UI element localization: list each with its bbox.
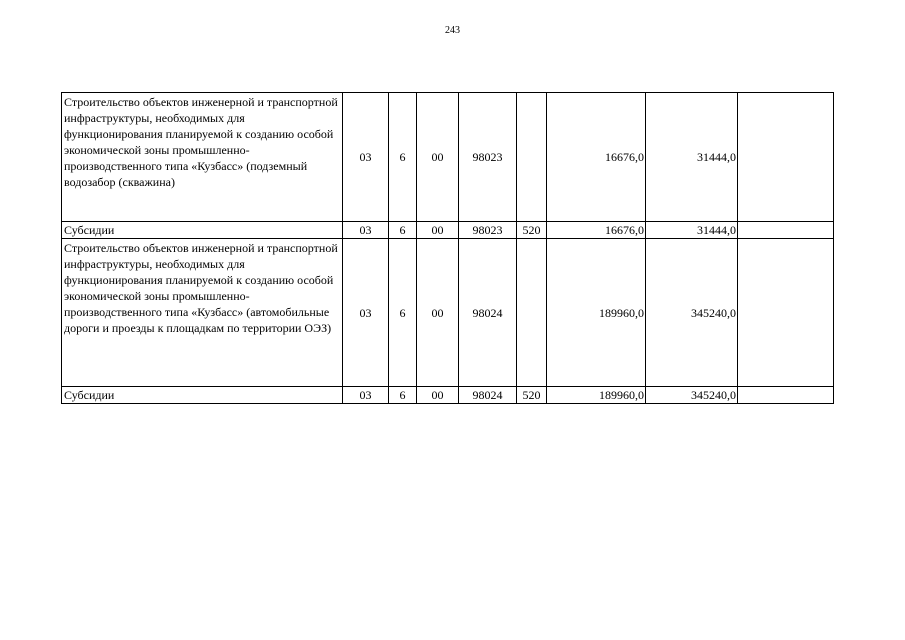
amount-1-cell: 189960,0	[547, 239, 646, 387]
subprogram-code-cell: 00	[417, 93, 459, 222]
page-number: 243	[445, 25, 460, 36]
row-name-cell: Субсидии	[62, 387, 343, 404]
expense-type-cell: 520	[517, 222, 547, 239]
program-code-cell: 6	[389, 387, 417, 404]
table-row	[62, 93, 834, 222]
section-code-cell: 03	[343, 239, 389, 387]
direction-code-cell: 98023	[459, 222, 517, 239]
amount-1-cell: 16676,0	[547, 222, 646, 239]
amount-2-cell: 345240,0	[646, 387, 738, 404]
row-name-cell: Строительство объектов инженерной и транспортной инфраструктуры, необходимых для функционирования планируемой к созданию особой экономической зоны промышленно-производственного типа «Кузбасс» (подземный водозабор (скважина)	[62, 93, 343, 222]
direction-code-cell: 98023	[459, 93, 517, 222]
expense-type-cell: 520	[517, 387, 547, 404]
subprogram-code-cell: 00	[417, 239, 459, 387]
row-name-cell: Субсидии	[62, 222, 343, 239]
section-code-cell: 03	[343, 93, 389, 222]
amount-1-cell: 16676,0	[547, 93, 646, 222]
amount-3-cell	[738, 387, 834, 404]
program-code-cell: 6	[389, 239, 417, 387]
amount-2-cell: 31444,0	[646, 222, 738, 239]
program-code-cell: 6	[389, 93, 417, 222]
amount-2-cell: 31444,0	[646, 93, 738, 222]
amount-2-cell: 345240,0	[646, 239, 738, 387]
table-row	[62, 222, 834, 239]
amount-3-cell	[738, 93, 834, 222]
section-code-cell: 03	[343, 222, 389, 239]
amount-1-cell: 189960,0	[547, 387, 646, 404]
program-code-cell: 6	[389, 222, 417, 239]
direction-code-cell: 98024	[459, 239, 517, 387]
row-name-cell: Строительство объектов инженерной и транспортной инфраструктуры, необходимых для функционирования планируемой к созданию особой экономической зоны промышленно-производственного типа «Кузбасс» (автомобильные дороги и проезды к площадкам по территории ОЭЗ)	[62, 239, 343, 387]
direction-code-cell: 98024	[459, 387, 517, 404]
table-row	[62, 239, 834, 387]
subprogram-code-cell: 00	[417, 387, 459, 404]
budget-table	[61, 92, 834, 404]
amount-3-cell	[738, 239, 834, 387]
expense-type-cell	[517, 93, 547, 222]
subprogram-code-cell: 00	[417, 222, 459, 239]
table-row	[62, 387, 834, 404]
expense-type-cell	[517, 239, 547, 387]
section-code-cell: 03	[343, 387, 389, 404]
amount-3-cell	[738, 222, 834, 239]
